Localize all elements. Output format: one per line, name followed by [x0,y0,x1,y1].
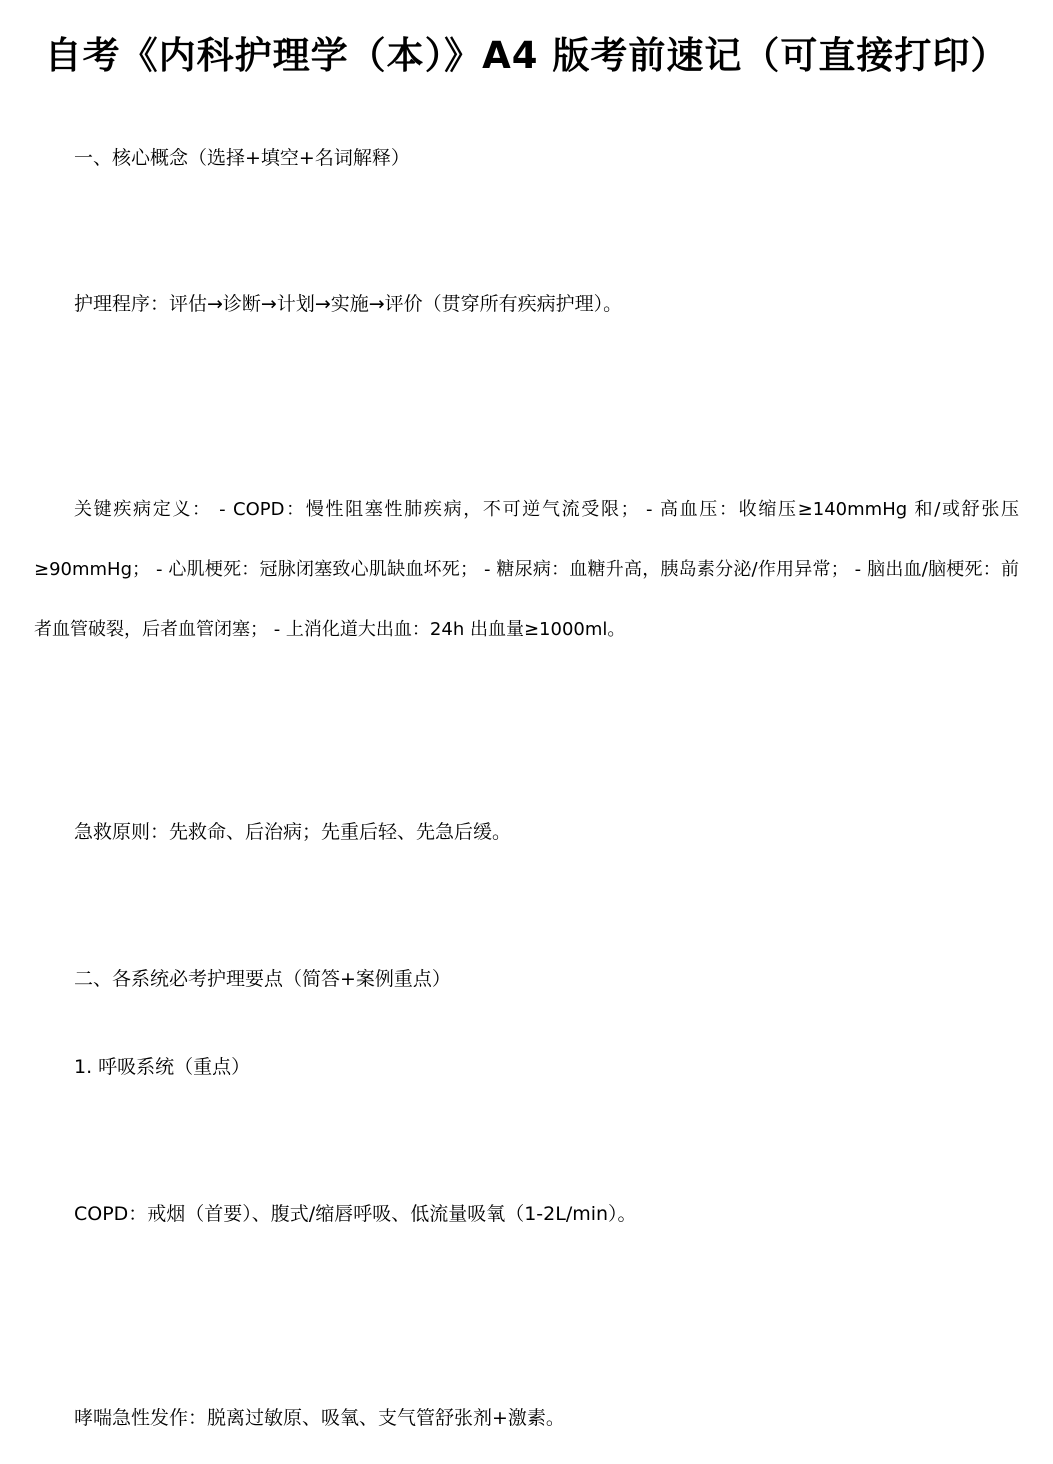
paragraph-nursing-process: 护理程序：评估→诊断→计划→实施→评价（贯穿所有疾病护理）。 [74,293,623,315]
section-heading-core-concepts: 一、核心概念（选择+填空+名词解释） [74,147,410,169]
subheading-respiratory-system: 1. 呼吸系统（重点） [74,1056,251,1078]
paragraph-key-disease-definitions: 关键疾病定义： - COPD：慢性阻塞性肺疾病，不可逆气流受限； - 高血压：收缩压≥140mmHg 和/或舒张压≥90mmHg； - 心肌梗死：冠脉闭塞致心肌缺血坏死； - 糖尿病：血糖升高，胰岛素分泌/作用异常； - 脑出血/脑梗死：前者血管破裂，后者血管闭塞； - 上消化道大出血：24h 出血量≥1000ml。 [34,499,1019,640]
paragraph-copd-care: COPD：戒烟（首要）、腹式/缩唇呼吸、低流量吸氧（1-2L/min）。 [74,1203,637,1225]
paragraph-first-aid-principles: 急救原则：先救命、后治病；先重后轻、先急后缓。 [74,821,512,843]
paragraph-asthma-care: 哮喘急性发作：脱离过敏原、吸氧、支气管舒张剂+激素。 [74,1407,565,1429]
document-title: 自考《内科护理学（本）》A4 版考前速记（可直接打印） [44,34,1009,77]
section-heading-system-nursing-points: 二、各系统必考护理要点（简答+案例重点） [74,968,451,990]
